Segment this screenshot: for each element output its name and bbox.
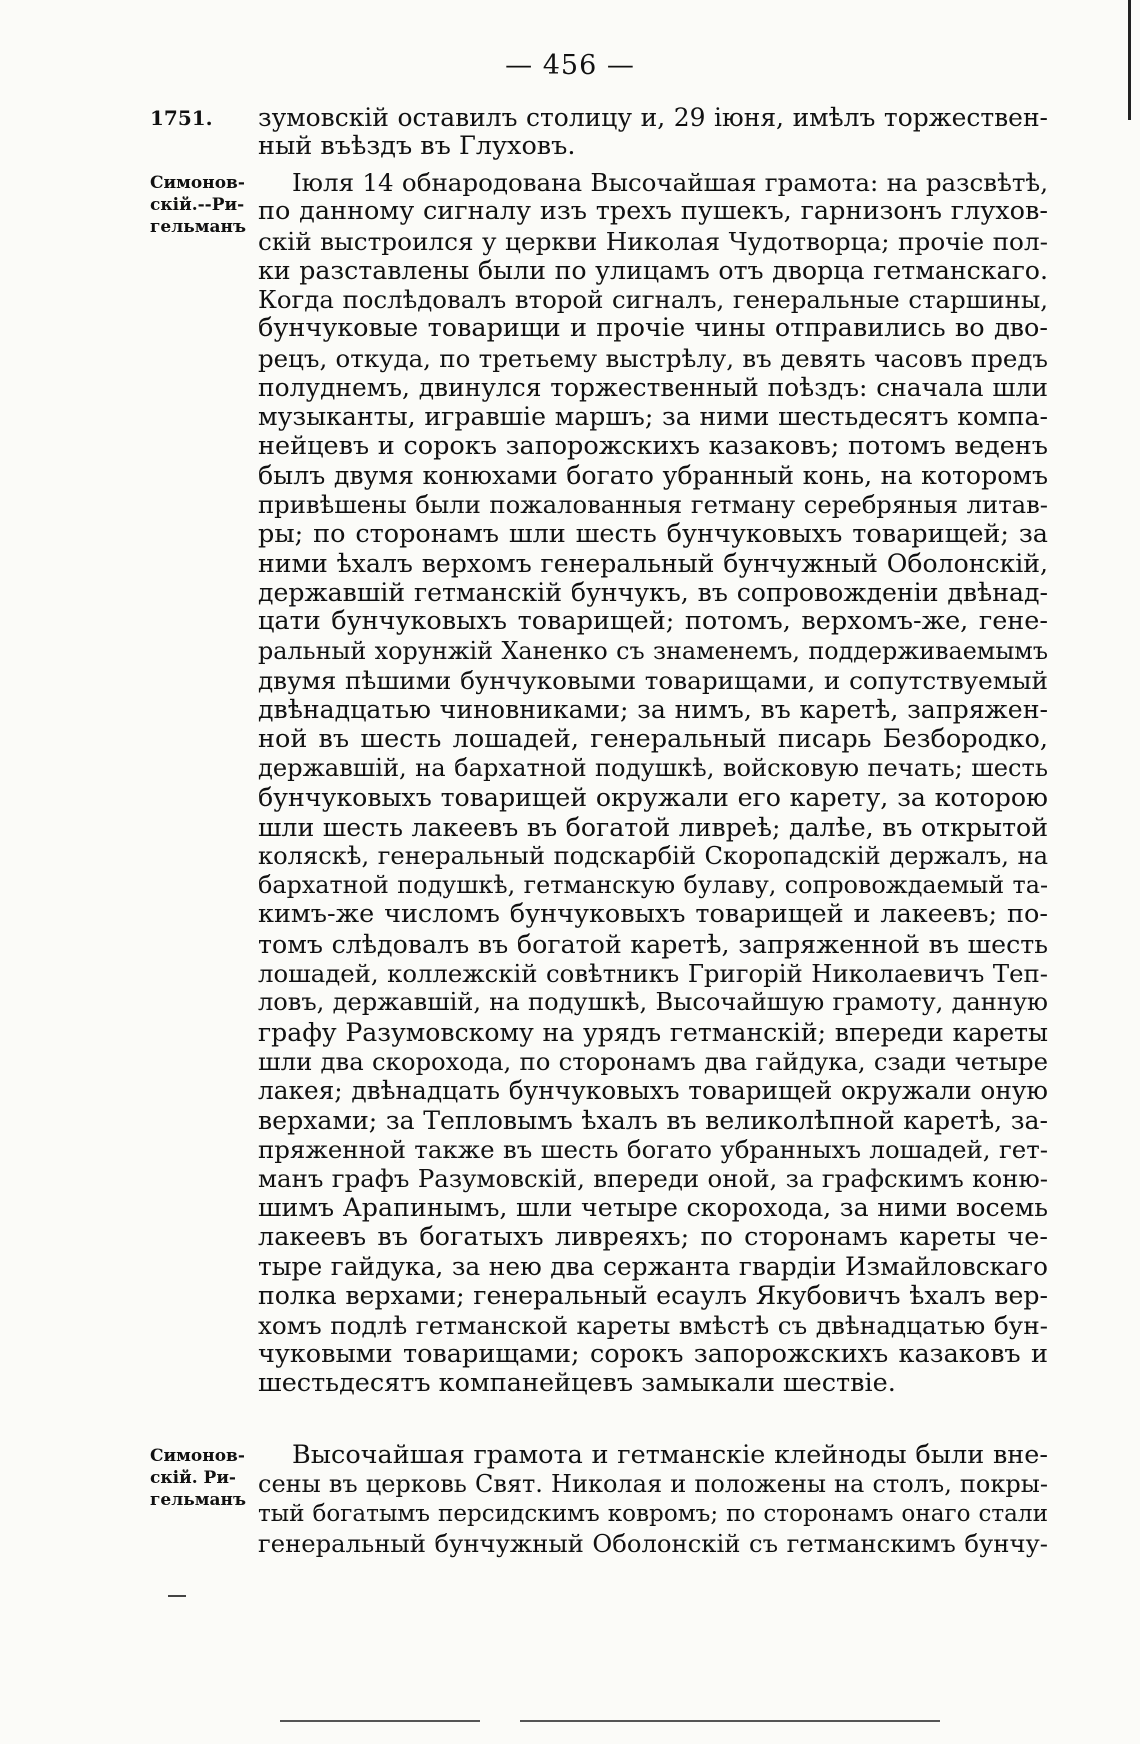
text-line: ры; по сторонамъ шли шесть бунчуковыхъ товарищей; за (258, 518, 1048, 549)
text-line: Высочайшая грамота и гетманскіе клейноды были вне- (292, 1440, 1048, 1470)
text-line: шимъ Арапинымъ, шли четыре скорохода, за ними восемь (258, 1193, 1048, 1223)
margin-line: Симонов- (150, 1446, 245, 1466)
text-line: ки разставлены были по улицамъ отъ дворца гетманскаго. (258, 255, 1048, 285)
text-line: тыре гайдука, за нею два сержанта гвардіи Измайловскаго (258, 1251, 1048, 1281)
text-line: ный въѣздъ въ Глуховъ. (258, 131, 576, 162)
text-line: тый богатымъ персидскимъ ковромъ; по сторонамъ онаго стали (258, 1500, 1048, 1527)
text-line: бунчуковые товарищи и прочіе чины отправились во дво- (258, 313, 1048, 344)
text-line: полка верхами; генеральный есаулъ Якубовичъ ѣхалъ вер- (258, 1281, 1048, 1311)
text-line: бархатной подушкѣ, гетманскую булаву, сопровождаемый та- (258, 871, 1048, 900)
margin-source-note (150, 172, 255, 238)
text-line: верхами; за Тепловымъ ѣхалъ въ великолѣпной каретѣ, за- (258, 1105, 1048, 1135)
text-line: пряженной также въ шесть богато убранныхъ лошадей, гет- (258, 1134, 1048, 1164)
text-line: по данному сигналу изъ трехъ пушекъ, гарнизонъ глухов- (258, 196, 1048, 227)
text-line: лакеевъ въ богатыхъ ливреяхъ; по сторонамъ кареты че- (258, 1221, 1048, 1252)
text-line: графу Разумовскому на урядъ гетманскій; впереди кареты (258, 1017, 1048, 1047)
text-line: ловъ, державшій, на подушкѣ, Высочайшую грамоту, данную (258, 988, 1048, 1017)
margin-line: Симонов- (150, 173, 245, 193)
margin-source-note (150, 1445, 255, 1511)
margin-line: скій. Ри- (150, 1468, 236, 1488)
text-line: музыканты, игравшіе маршъ; за ними шестьдесятъ компа- (258, 402, 1048, 432)
text-line: ними ѣхалъ верхомъ генеральный бунчужный Оболонскій, (258, 548, 1048, 578)
text-line: скій выстроился у церкви Николая Чудотворца; прочіе пол- (258, 226, 1048, 256)
text-line: сены въ церковь Свят. Николая и положены на столъ, покры- (258, 1470, 1048, 1499)
text-line: Когда послѣдовалъ второй сигналъ, генеральные старшины, (258, 285, 1048, 315)
text-line: генеральный бунчужный Оболонскій съ гетманскимъ бунчу- (258, 1528, 1048, 1558)
margin-line: гельманъ (150, 1490, 247, 1510)
text-line: лошадей, коллежскій совѣтникъ Григорій Николаевичъ Теп- (258, 959, 1048, 989)
footnote-mark (168, 1595, 186, 1597)
paragraph-2 (258, 168, 1048, 1398)
text-line: державшій, на бархатной подушкѣ, войсковую печать; шесть (258, 753, 1048, 782)
text-line: шестьдесятъ компанейцевъ замыкали шествіе. (258, 1368, 896, 1399)
text-line: рецъ, откуда, по третьему выстрѣлу, въ девять часовъ предъ (258, 343, 1048, 373)
margin-line: скій.--Ри- (150, 195, 245, 215)
text-line: шли шесть лакеевъ въ богатой ливреѣ; далѣе, въ открытой (258, 812, 1048, 842)
text-line: хомъ подлѣ гетманской кареты вмѣстѣ съ двѣнадцатью бун- (258, 1310, 1048, 1340)
text-line: зумовскій оставилъ столицу и, 29 іюня, имѣлъ торжествен- (258, 103, 1048, 132)
text-line: двѣнадцатью чиновниками; за нимъ, въ каретѣ, запряжен- (258, 695, 1048, 725)
text-line: манъ графъ Разумовскій, впереди оной, за графскимъ коню- (258, 1164, 1048, 1194)
text-line: кимъ-же числомъ бунчуковыхъ товарищей и лакеевъ; по- (258, 899, 1048, 930)
margin-year-text: 1751. (150, 106, 213, 130)
page-number: — 456 — (505, 50, 635, 81)
text-line: коляскѣ, генеральный подскарбій Скоропадскій держалъ, на (258, 841, 1048, 870)
margin-year (150, 107, 255, 129)
text-line: Іюля 14 обнародована Высочайшая грамота: на разсвѣтѣ, (292, 168, 1048, 197)
text-line: державшій гетманскій бунчукъ, въ сопровожденіи двѣнад- (258, 578, 1048, 608)
text-line: лакея; двѣнадцать бунчуковыхъ товарищей окружали оную (258, 1076, 1048, 1106)
text-line: томъ слѣдовалъ въ богатой каретѣ, запряженной въ шесть (258, 929, 1048, 959)
text-line: бунчуковыхъ товарищей окружали его карету, за которою (258, 783, 1048, 813)
text-line: привѣшены были пожалованныя гетману серебряныя литав- (258, 490, 1048, 520)
text-line: полуднемъ, двинулся торжественный поѣздъ: сначала шли (258, 373, 1048, 403)
text-line: нейцевъ и сорокъ запорожскихъ казаковъ; потомъ веденъ (258, 430, 1048, 461)
bottom-rule (520, 1720, 940, 1722)
margin-line: гельманъ (150, 217, 247, 237)
text-line: двумя пѣшими бунчуковыми товарищами, и сопутствуемый (258, 666, 1048, 696)
text-line: ральный хорунжій Ханенко съ знаменемъ, поддерживаемымъ (258, 636, 1048, 665)
paragraph-3 (258, 1441, 1048, 1558)
text-line: ной въ шесть лошадей, генеральный писарь Безбородко, (258, 723, 1048, 754)
bottom-rule (280, 1720, 480, 1722)
paragraph-1 (258, 103, 1048, 162)
text-line: чуковыми товарищами; сорокъ запорожскихъ казаковъ и (258, 1338, 1048, 1369)
text-line: былъ двумя конюхами богато убранный конь, на которомъ (258, 460, 1048, 490)
text-line: шли два скорохода, по сторонамъ два гайдука, сзади четыре (258, 1046, 1048, 1076)
text-line: цати бунчуковыхъ товарищей; потомъ, верхомъ-же, гене- (258, 606, 1048, 637)
